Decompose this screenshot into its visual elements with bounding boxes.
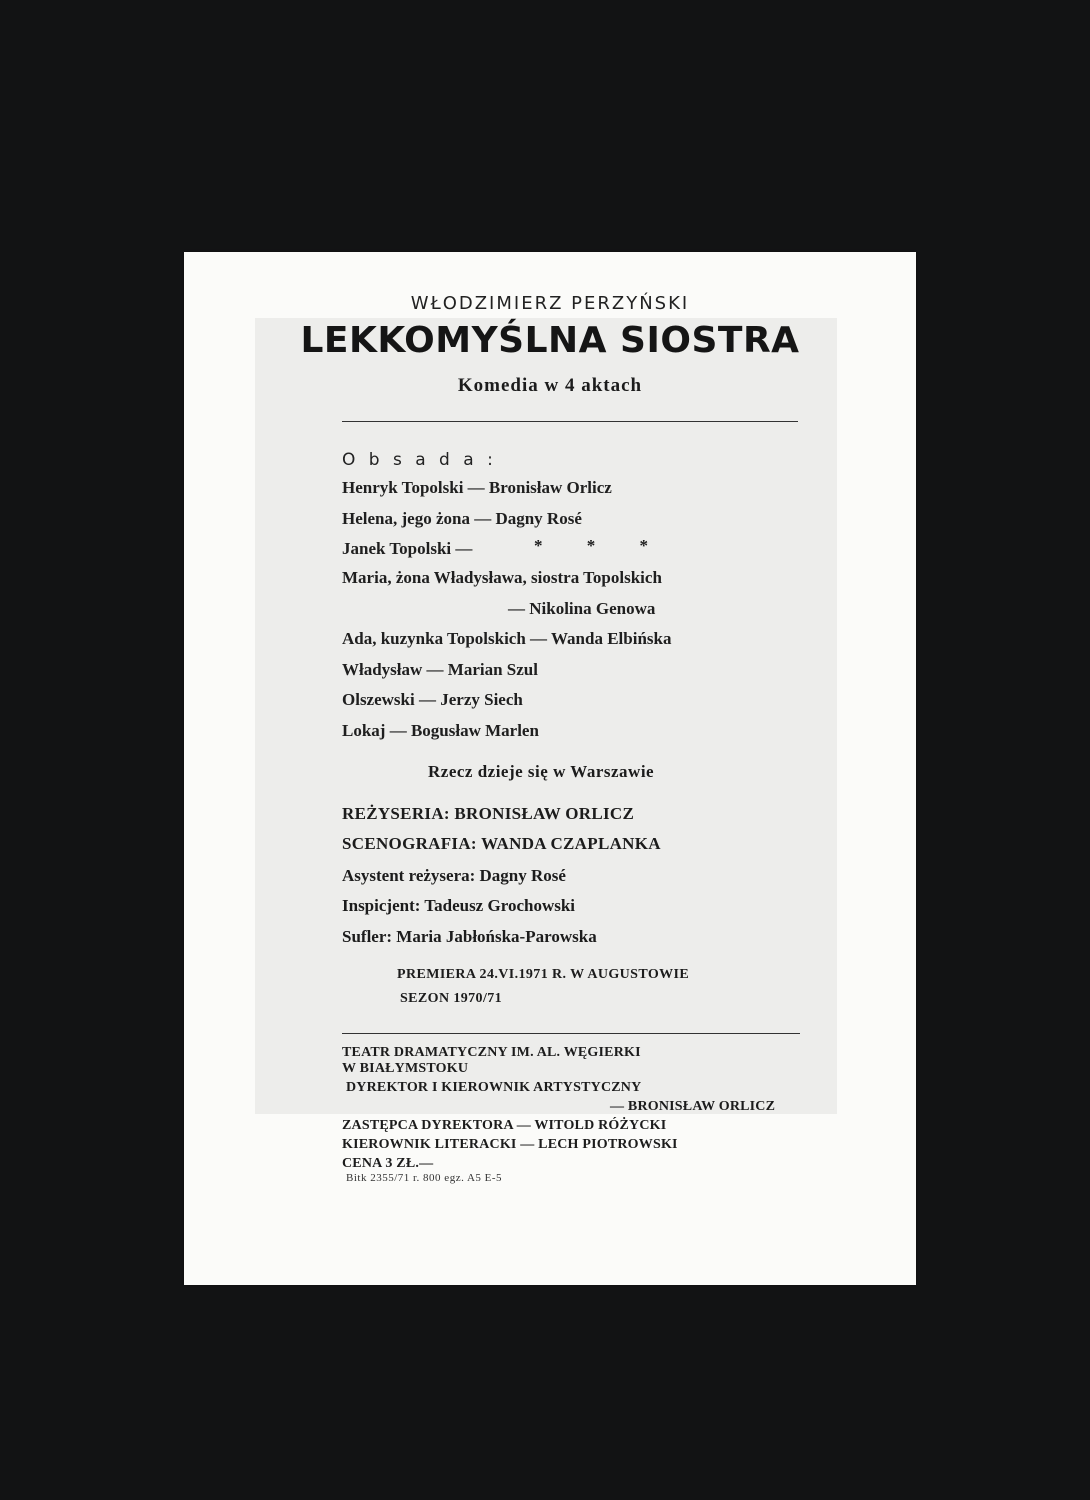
cast-line-continued: — Nikolina Genowa <box>508 599 656 618</box>
play-subtitle: Komedia w 4 aktach <box>457 375 643 396</box>
cast-line: Władysław — Marian Szul <box>342 660 538 679</box>
prompter-credit: Sufler: Maria Jabłońska-Parowska <box>342 927 597 946</box>
cast-line: Maria, żona Władysława, siostra Topolskich <box>342 568 662 587</box>
cast-line: Ada, kuzynka Topolskich — Wanda Elbińska <box>342 629 672 648</box>
unassigned-role-stars: * * * <box>534 536 668 555</box>
author-name: WŁODZIMIERZ PERZYŃSKI <box>410 293 690 314</box>
cast-line: Lokaj — Bogusław Marlen <box>342 721 539 740</box>
program-page <box>184 252 916 1285</box>
director-credit: REŻYSERIA: BRONISŁAW ORLICZ <box>342 804 635 823</box>
price: CENA 3 ZŁ.— <box>342 1156 434 1171</box>
setting-note: Rzecz dzieje się w Warszawie <box>428 762 655 781</box>
cast-line: Janek Topolski — <box>342 539 473 558</box>
deputy-director: ZASTĘPCA DYREKTORA — WITOLD RÓŻYCKI <box>342 1118 667 1133</box>
theatre-city: W BIAŁYMSTOKU <box>342 1061 469 1076</box>
assistant-director-credit: Asystent reżysera: Dagny Rosé <box>342 866 566 885</box>
director-title: DYREKTOR I KIEROWNIK ARTYSTYCZNY <box>346 1080 642 1095</box>
printed-area <box>255 318 837 1114</box>
scenography-credit: SCENOGRAFIA: WANDA CZAPLANKA <box>342 834 661 853</box>
cast-line: Olszewski — Jerzy Siech <box>342 690 523 709</box>
season: SEZON 1970/71 <box>400 991 503 1006</box>
cast-line: Henryk Topolski — Bronisław Orlicz <box>342 478 612 497</box>
cast-label: O b s a d a : <box>342 450 497 470</box>
director-name: — BRONISŁAW ORLICZ <box>610 1099 776 1114</box>
play-title: LEKKOMYŚLNA SIOSTRA <box>300 320 800 361</box>
stage-manager-credit: Inspicjent: Tadeusz Grochowski <box>342 896 576 915</box>
top-divider <box>342 421 798 422</box>
printer-note: Bitk 2355/71 r. 800 egz. A5 E-5 <box>346 1172 503 1184</box>
theatre-name: TEATR DRAMATYCZNY IM. AL. WĘGIERKI <box>342 1045 641 1060</box>
cast-line: Helena, jego żona — Dagny Rosé <box>342 509 582 528</box>
literary-director: KIEROWNIK LITERACKI — LECH PIOTROWSKI <box>342 1137 678 1152</box>
bottom-divider <box>342 1033 800 1034</box>
premiere-date: PREMIERA 24.VI.1971 R. W AUGUSTOWIE <box>397 967 690 982</box>
